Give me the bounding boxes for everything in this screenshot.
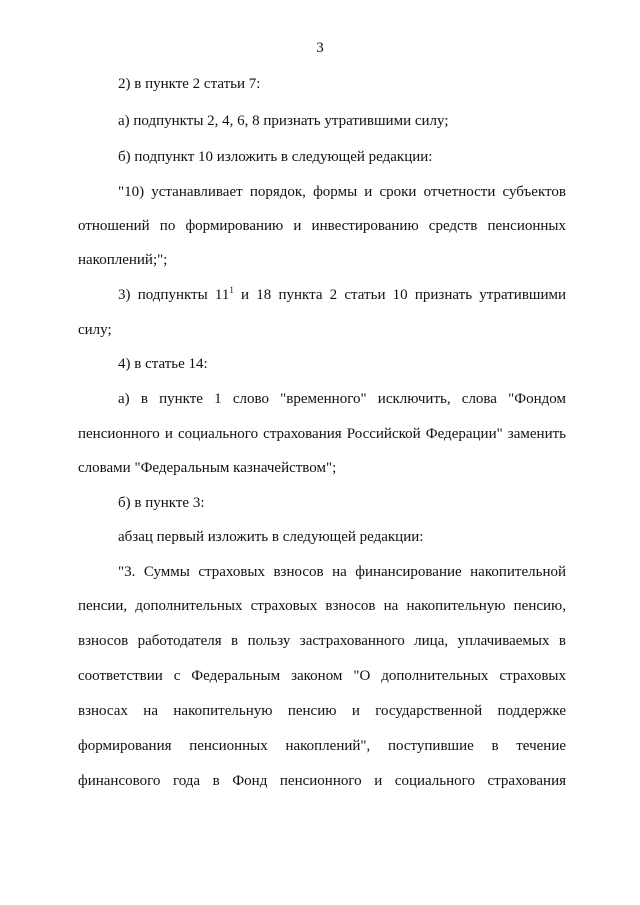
text-line: силу; xyxy=(78,322,112,338)
text-line: отношений по формированию и инвестированию средств пенсионных xyxy=(78,218,566,234)
text-line: пенсии, дополнительных страховых взносов на накопительную пенсию, xyxy=(78,598,566,614)
text-line-item-3 xyxy=(118,287,566,304)
text-line: формирования пенсионных накоплений", поступившие в течение xyxy=(78,738,566,754)
text-line: 2) в пункте 2 статьи 7: xyxy=(118,76,261,92)
text-line: словами "Федеральным казначейством"; xyxy=(78,460,337,476)
text-line: б) в пункте 3: xyxy=(118,495,205,511)
text-line: взносов работодателя в пользу застрахованного лица, уплачиваемых в xyxy=(78,633,566,649)
item-3-text: 3) подпункты 11 xyxy=(118,287,230,303)
item-3-superscript: 1 xyxy=(229,285,234,295)
text-line: а) подпункты 2, 4, 6, 8 признать утратившими силу; xyxy=(118,113,449,129)
text-line: пенсионного и социального страхования Российской Федерации" заменить xyxy=(78,426,566,442)
text-line: "10) устанавливает порядок, формы и сроки отчетности субъектов xyxy=(118,184,566,200)
text-line: б) подпункт 10 изложить в следующей редакции: xyxy=(118,149,433,165)
text-line: финансового года в Фонд пенсионного и социального страхования xyxy=(78,773,566,789)
text-line: взносах на накопительную пенсию и государственной поддержке xyxy=(78,703,566,719)
text-line: "3. Суммы страховых взносов на финансирование накопительной xyxy=(118,564,566,580)
text-line: соответствии с Федеральным законом "О дополнительных страховых xyxy=(78,668,566,684)
text-line: а) в пункте 1 слово "временного" исключить, слова "Фондом xyxy=(118,391,566,407)
text-line: накоплений;"; xyxy=(78,252,168,268)
text-line: абзац первый изложить в следующей редакции: xyxy=(118,529,424,545)
text-line: 4) в статье 14: xyxy=(118,356,208,372)
page-number: 3 xyxy=(316,40,324,56)
item-3-text-rest: и 18 пункта 2 статьи 10 признать утратившими xyxy=(233,287,566,303)
